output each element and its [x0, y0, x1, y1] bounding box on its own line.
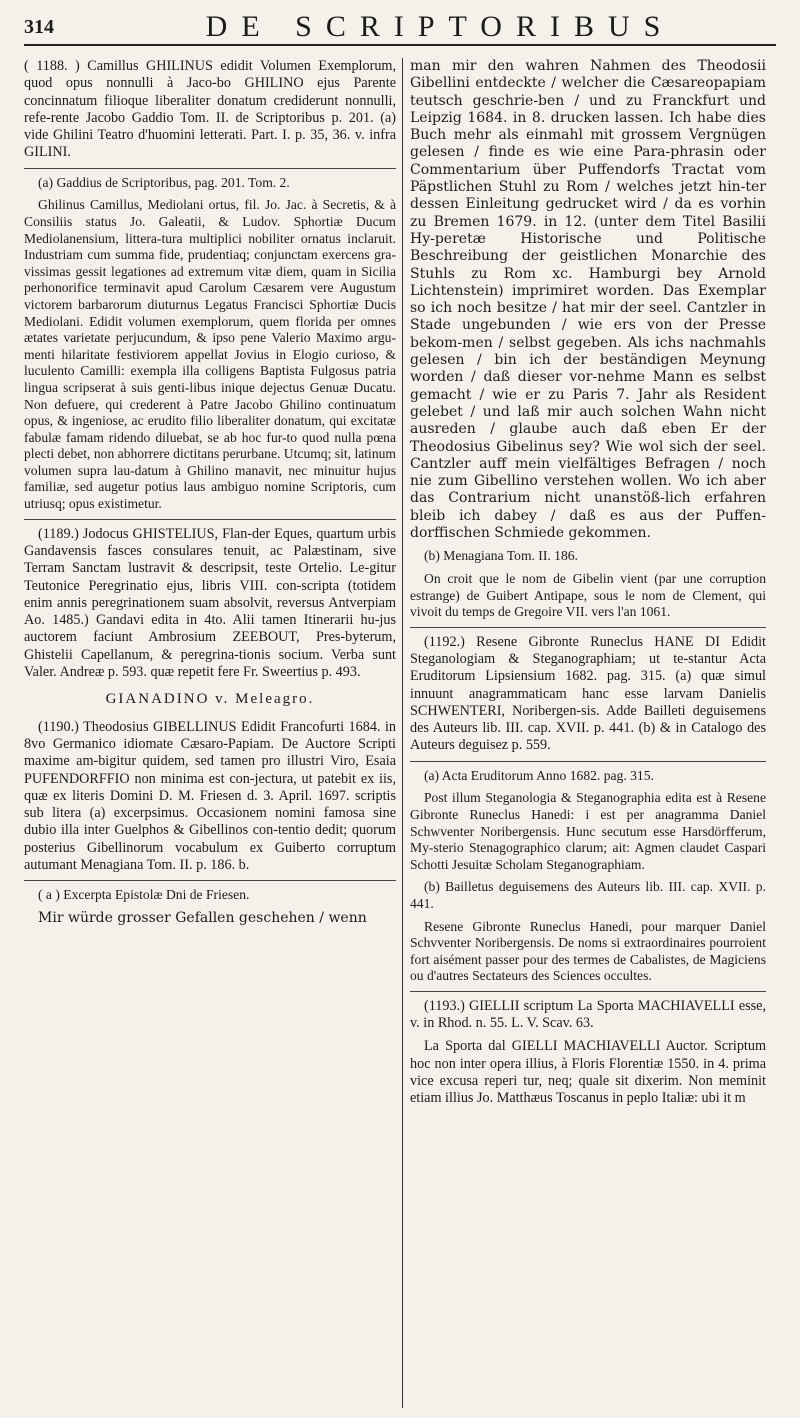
entry-divider-right	[410, 627, 766, 628]
footnote-divider-2	[24, 880, 396, 881]
footnote-divider-right	[410, 761, 766, 762]
footnote-post-illum: Post illum Steganologia & Steganographia edita est à Resene Gibronte Runeclus Hanedi: i est per anagramma Daniel Schwventer Noribergensis. Hunc secutum esse Harsdörfferum, My-sterio Stenagographico clarum; ait: Agmen claudet Caspari Schotti Jesuitæ Scholam Steganographiam.	[410, 790, 766, 872]
entry-1188: ( 1188. ) Camillus GHILINUS edidit Volumen Exemplorum, quod opus nonnulli à Jaco-bo GHILINO ejus Parente concinnatum filioque liberaliter donatum crediderunt nonnulli, refe-rente Jacobo Gaddio Tom. II. de Scriptoribus p. 201. (a) vide Ghilini Teatro d'huomini letterati. Part. I. p. 35, 36. v. infra GILINI.	[24, 58, 396, 161]
entry-1193: (1193.) GIELLII scriptum La Sporta MACHIAVELLI esse, v. in Rhod. n. 55. L. V. Scav. 63.	[410, 997, 766, 1032]
german-letter-continued: man mir den wahren Nahmen des Theodosii Gibellini entdeckte / welcher die Cæsareopapiam teutsch geschrie-ben / und zu Franckfurt und Leipzig 1684. in 8. drucken lassen. Ich habe dies Buch mehr als einmahl mit grossem Vergnügen gelesen / finde es wie eine Para-phrasin oder Commentarium über Puffendorfs Tractat vom Päpstlichen Stuhl zu Rom / welches jetzt hin-ter dessen Einleitung gedrucket wird / da es vorhin zu Bremen 1679. in 12. (unter dem Titel Basilii Hy-peretæ Historische und Politische Beschreibung der geistlichen Monarchie des Stuhls zu Rom xc. Hamburgi bey Arnold Lichtenstein) imprimiret worden. Das Exemplar so ich noch besitze / hat mir der seel. Cantzler in Stade ungebunden / wie ers von der Presse bekom-men / selbst gegeben. Als ichs nachmahls gelesen / bin ich der beständigen Meynung worden / daß dieser vor-nehme Mann es selbst gemacht / wie er zu Paris 7. Jahr als Resident gelebet / und laß mir auch solchen Wahn nicht ausreden / glaube auch daß eben Er der Theodosius Gibelinus sey? Wie wol sich der seel. Cantzler auff mein vielfältiges Befragen / noch nie zum Gibellino verstehen wollen. Wo ich aber das Contrarium nicht unanstöß-lich erfahren bleib ich dabey / daß es aus der Puffen-dorffischen Schmiede gekommen.	[410, 58, 766, 542]
entry-divider-right-2	[410, 991, 766, 992]
german-letter-start: Mir würde grosser Gefallen geschehen / wenn	[38, 909, 367, 926]
entry-1190: (1190.) Theodosius GIBELLINUS Edidit Francofurti 1684. in 8vo Germanico idiomate Cæsaro-Papiam. De Auctore Scripti maxime am-bigitur quidem, sed tamen pro illustri Viro, Esaia PUFENDORFFIO non minima est con-jectura, ut patebit ex iis, quæ ex literis Domini D. M. Friesen d. 3. April. 1697. scriptis sub litera (a) excerpsimus. Occasionem nomini famosa sine dubio illa inter Guelphos & Gibellinos con-tentio dedit; quorum posterius Gibellinorum vocabulum ex Guiberto corruptum autumant Menagiana Tom. II. p. 186. b.	[24, 718, 396, 873]
footnote-ghilinus: Ghilinus Camillus, Mediolani ortus, fil. Jo. Jac. à Secretis, & à Consiliis status Jo. Galeatii, & Ludov. Sphortiæ Ducum Mediolanensium, littera-tura multiplici nobiliter ornatus inclaruit. Industriam cum summa fide, prudentiaq; conjunctam exercens gra-vissimas gessit legationes ad extremum vitæ diem, quam in Sicilia perhonorifice terminavit apud Carolum Cæsarem vere Augustum victorem barbarorum diuturnus Legatus Francisci Sphortiæ Ducis Mediolani. Edidit volumen exemplorum, quem florida per omnes ætates varietate perjucundum, & ipso pene Valerio Maximo argu-menti hilaritate festiviorem appellat Jovius in Elogio curioso, & luculento Camilli: exempla illa colligens Baptista Fulgosus patria lingua scripserat à suis genti-libus inique dejectus Genuæ Ducatu. Non defuere, qui crederent à Patre Jacobo Ghilino continuatum opus, & ingeniose, ac erudito filio liberaliter donatum, qui excitatæ fabulæ famam ridendo diluebat, se ab hoc fur-to quod nulla pœna plecti debet, non abhorrere dictitans perurbane. Utcumq; sit, latinum volumen supra lau-datum à Ghilino manavit, nec minuitur hujus familiæ, sed augetur potius laus ambiguo nomine Scriptoris, cum utriusq; opus existimetur.	[24, 197, 396, 512]
entry-1192: (1192.) Resene Gibronte Runeclus HANE DI Edidit Steganologiam & Steganographiam; ut te-stantur Acta Eruditorum Lipsiensium 1682. pag. 315. (a) quæ simul innuunt anagrammaticam hanc esse larvam Danielis SCHWENTERI, Noribergen-sis. Adde Bailleti deguisemens des Auteurs lib. III. cap. XVII. p. 441. (b) & in Catalogo des Auteurs deguisez p. 559.	[410, 633, 766, 754]
footnote-resene-french: Resene Gibronte Runeclus Hanedi, pour marquer Daniel Schvventer Noribergensis. De noms si extraordinaires pourroient fort aisément passer pour des termes de Cabalistes, de Magiciens ou d'autres Sectateurs des Sciences occultes.	[410, 918, 766, 984]
footnote-bailletus: (b) Bailletus deguisemens des Auteurs lib. III. cap. XVII. p. 441.	[410, 879, 766, 911]
right-column	[410, 58, 766, 1408]
footnote-menagiana: (b) Menagiana Tom. II. 186.	[424, 548, 578, 564]
footnote-acta: (a) Acta Eruditorum Anno 1682. pag. 315.	[424, 767, 654, 783]
footnote-friesen: ( a ) Excerpta Epistolæ Dni de Friesen.	[38, 887, 250, 903]
left-column	[24, 58, 396, 1408]
footnote-divider	[24, 168, 396, 169]
page-number: 314	[24, 16, 54, 38]
cross-reference-gianadino: GIANADINO v. Meleagro.	[105, 691, 315, 708]
entry-la-sporta: La Sporta dal GIELLI MACHIAVELLI Auctor. Scriptum hoc non inter opera illius, à Floris Florentiæ 1550. in 4. prima vice excusa reperi tur, neq; quale sit dixerim. Non meminit etiam illius Jo. Matthæus Toscanus in peplo Italiæ: ubi it m	[410, 1038, 766, 1107]
column-divider	[402, 58, 403, 1408]
footnote-a: (a) Gaddius de Scriptoribus, pag. 201. Tom. 2.	[38, 174, 290, 190]
running-title: DE SCRIPTORIBUS	[205, 10, 675, 43]
footnote-gibelin-french: On croit que le nom de Gibelin vient (par une corruption estrange) de Guibert Antipape, sous le nom de Clement, qui vivoit du temps de Gregoire VII. vers l'an 1061.	[410, 570, 766, 620]
page-header	[24, 10, 776, 46]
entry-1189: (1189.) Jodocus GHISTELIUS, Flan-der Eques, quartum urbis Gandavensis fasces consulares tenuit, ac Palæstinam, sive Terram Sanctam lustravit & descripsit, teste Ortelio. Le-gitur Teutonice Peregrinatio ejus, libris VIII. con-scripta (totidem enim annis peregrinationem suam absolvit, reversus Antverpiam Ao. 1485.) Gandavi edita in 4to. Alii tamen Itinerarii hu-jus auctorem faciunt Ambrosium ZEEBOUT, Pres-byterum, Ghistelii Capellanum, & peregrina-tionis socium. Verba sunt Valer. Andreæ p. 593. quæ repetit fere Fr. Sweertius p. 493.	[24, 525, 396, 681]
entry-divider	[24, 519, 396, 520]
